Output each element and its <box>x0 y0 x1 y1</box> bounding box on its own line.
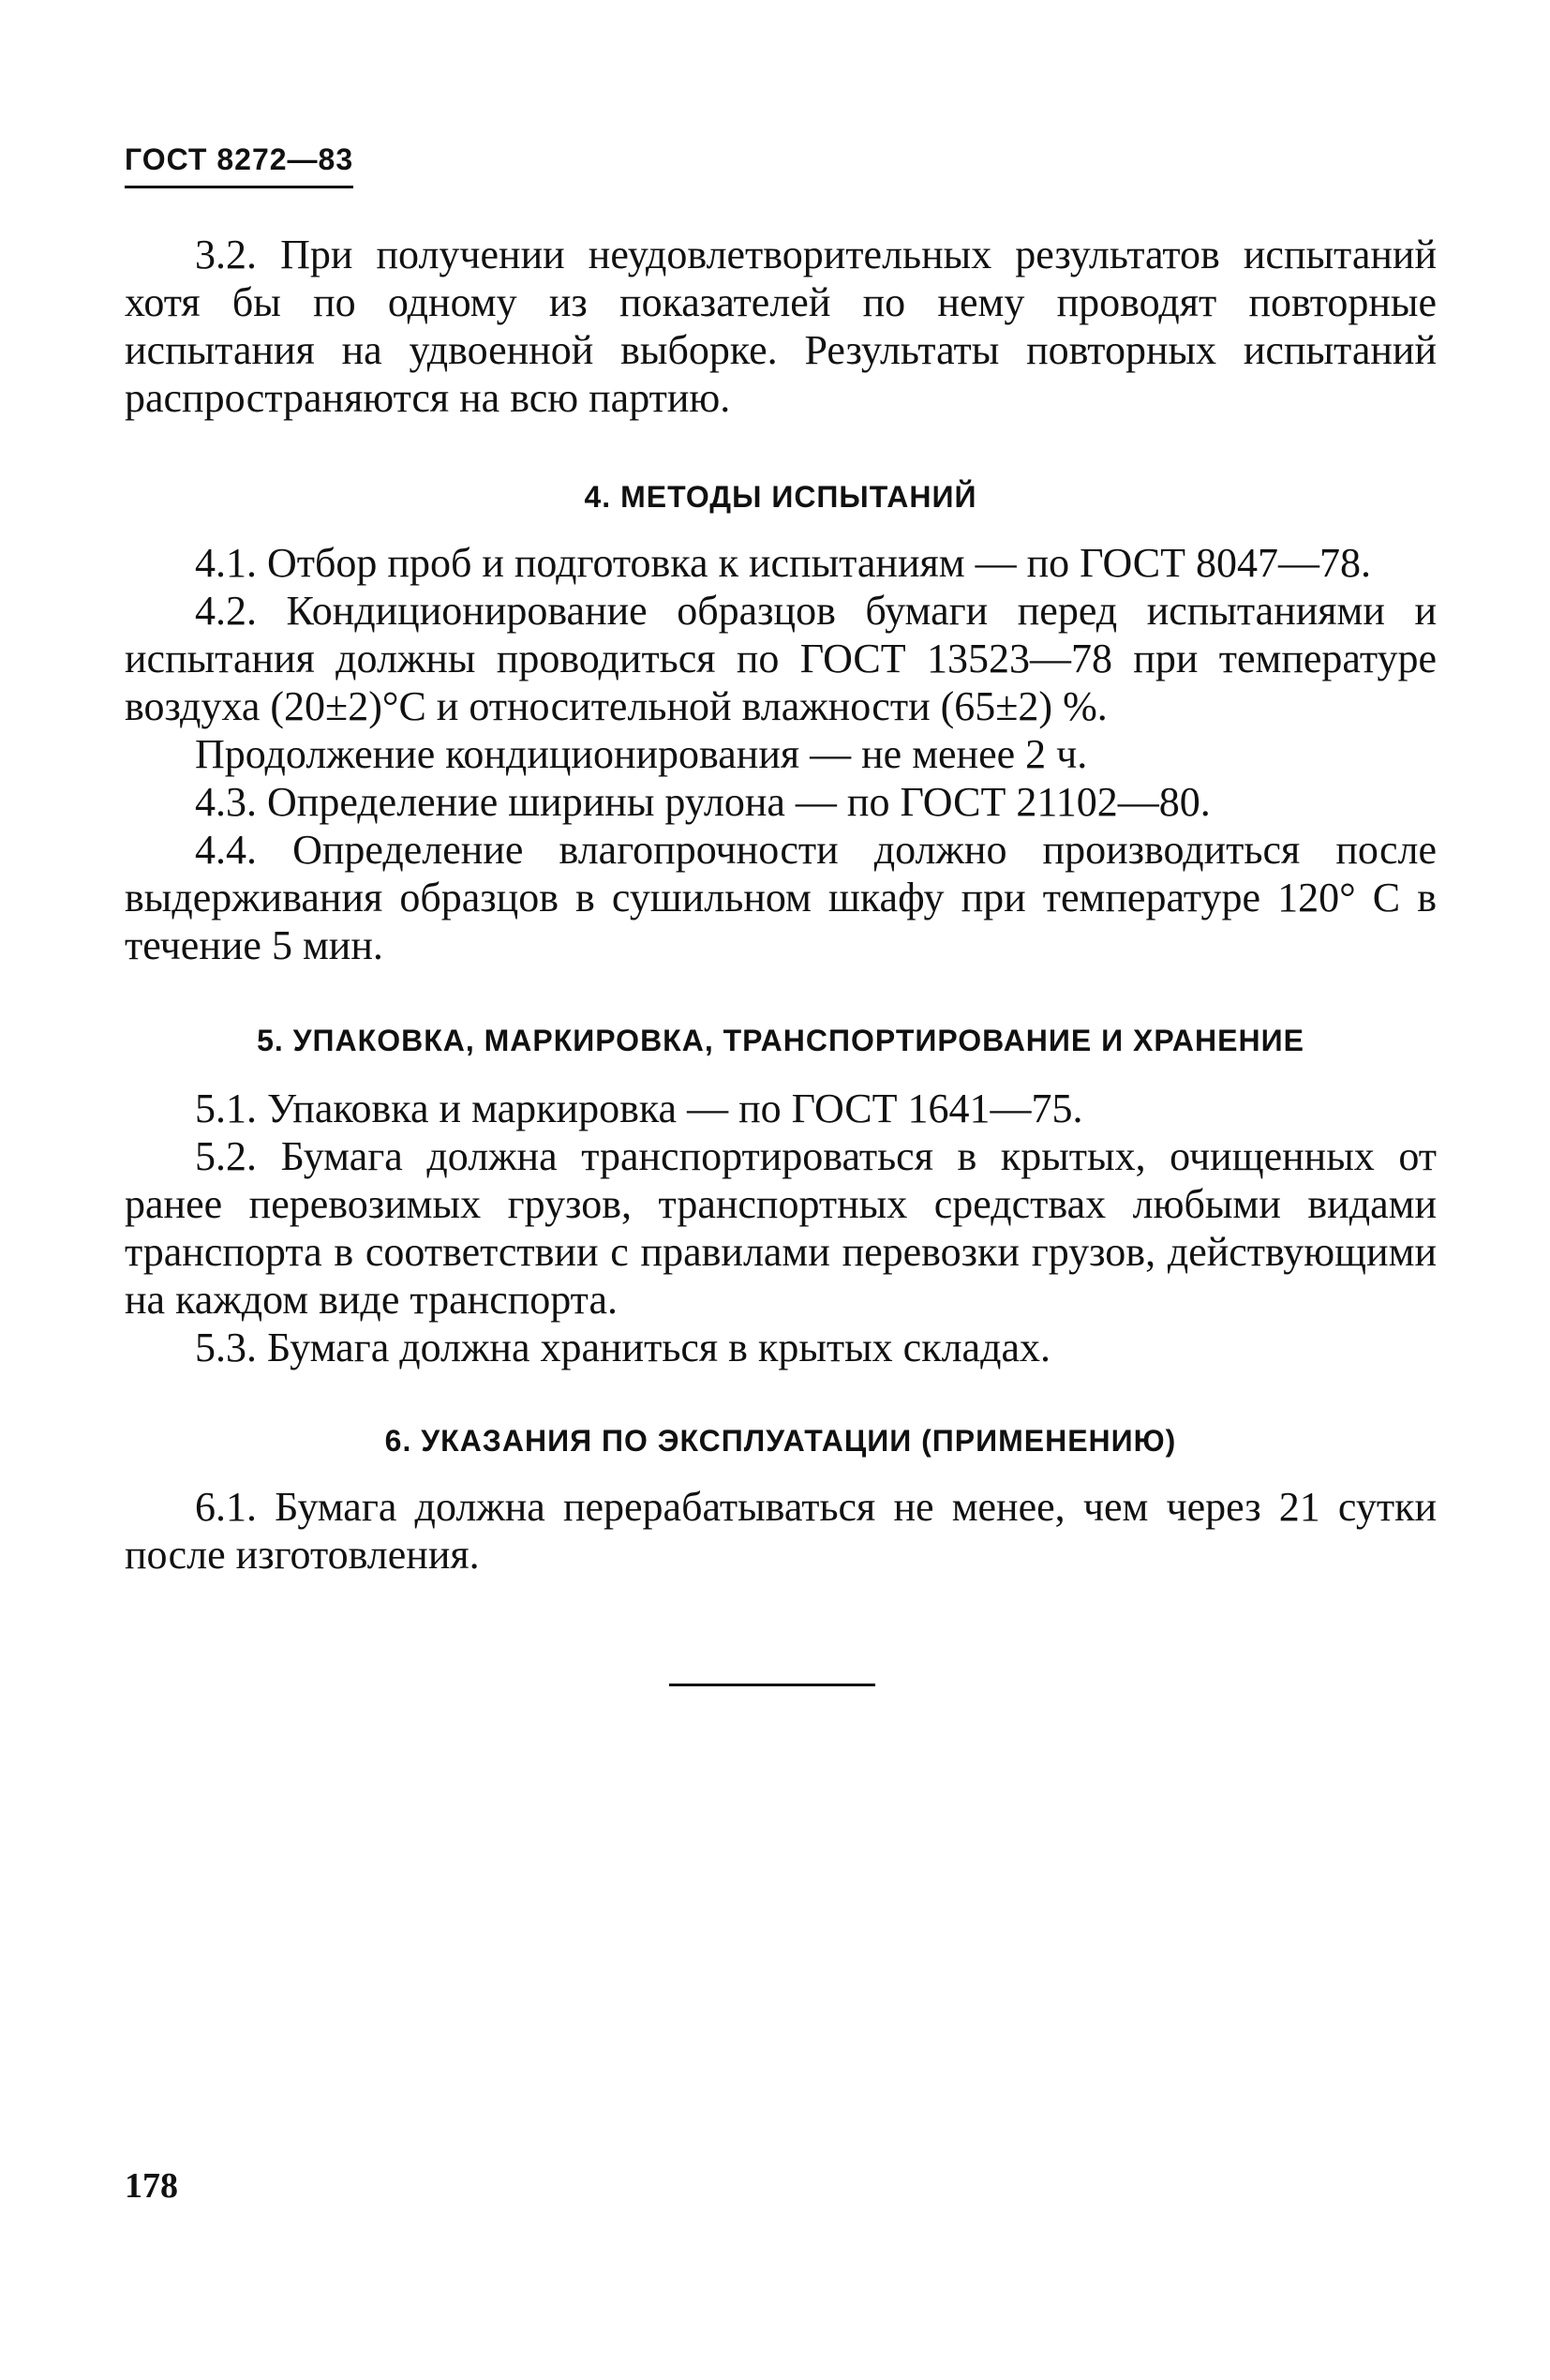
paragraph-4-2: 4.2. Кондиционирование образцов бумаги перед испытаниями и испытания должны проводиться по ГОСТ 13523—78 при температуре воздуха (20±2)°С и относительной влажности (65±2) %. <box>125 588 1437 729</box>
document-page <box>125 141 1437 1686</box>
section-6-heading: 6. УКАЗАНИЯ ПО ЭКСПЛУАТАЦИИ (ПРИМЕНЕНИЮ) <box>384 1424 1177 1458</box>
section-5 <box>125 1085 1437 1371</box>
running-head: ГОСТ 8272—83 <box>125 141 353 188</box>
section-5-heading: 5. УПАКОВКА, МАРКИРОВКА, ТРАНСПОРТИРОВАНИЕ И ХРАНЕНИЕ <box>257 1024 1304 1057</box>
paragraph-4-1: 4.1. Отбор проб и подготовка к испытаниям — по ГОСТ 8047—78. <box>195 540 1372 586</box>
paragraph-4-2-continuation: Продолжение кондиционирования — не менее 2 ч. <box>195 731 1088 777</box>
section-4 <box>125 539 1437 969</box>
section-4-heading: 4. МЕТОДЫ ИСПЫТАНИЙ <box>584 480 977 514</box>
paragraph-5-1: 5.1. Упаковка и маркировка — по ГОСТ 1641—75. <box>195 1085 1083 1131</box>
end-rule <box>669 1684 875 1686</box>
paragraph-6-1: 6.1. Бумага должна перерабатываться не менее, чем через 21 сутки после изготовления. <box>125 1484 1437 1578</box>
paragraph-5-3: 5.3. Бумага должна храниться в крытых складах. <box>195 1325 1051 1370</box>
paragraph-5-2: 5.2. Бумага должна транспортироваться в крытых, очищенных от ранее перевозимых грузов, транспортных средствах любыми видами транспорта в соответствии с правилами перевозки грузов, действующими на каждом виде транспорта. <box>125 1133 1437 1323</box>
section-6 <box>125 1483 1437 1579</box>
section-3 <box>125 231 1437 422</box>
paragraph-3-2: 3.2. При получении неудовлетворительных результатов испытаний хотя бы по одному из показателей по нему проводят повторные испытания на удвоенной выборке. Результаты повторных испытаний распространяются на всю партию. <box>125 232 1437 421</box>
paragraph-4-4: 4.4. Определение влагопрочности должно производиться после выдерживания образцов в сушильном шкафу при температуре 120° С в течение 5 мин. <box>125 827 1437 968</box>
page-number: 178 <box>125 2166 178 2206</box>
paragraph-4-3: 4.3. Определение ширины рулона — по ГОСТ 21102—80. <box>195 779 1211 825</box>
